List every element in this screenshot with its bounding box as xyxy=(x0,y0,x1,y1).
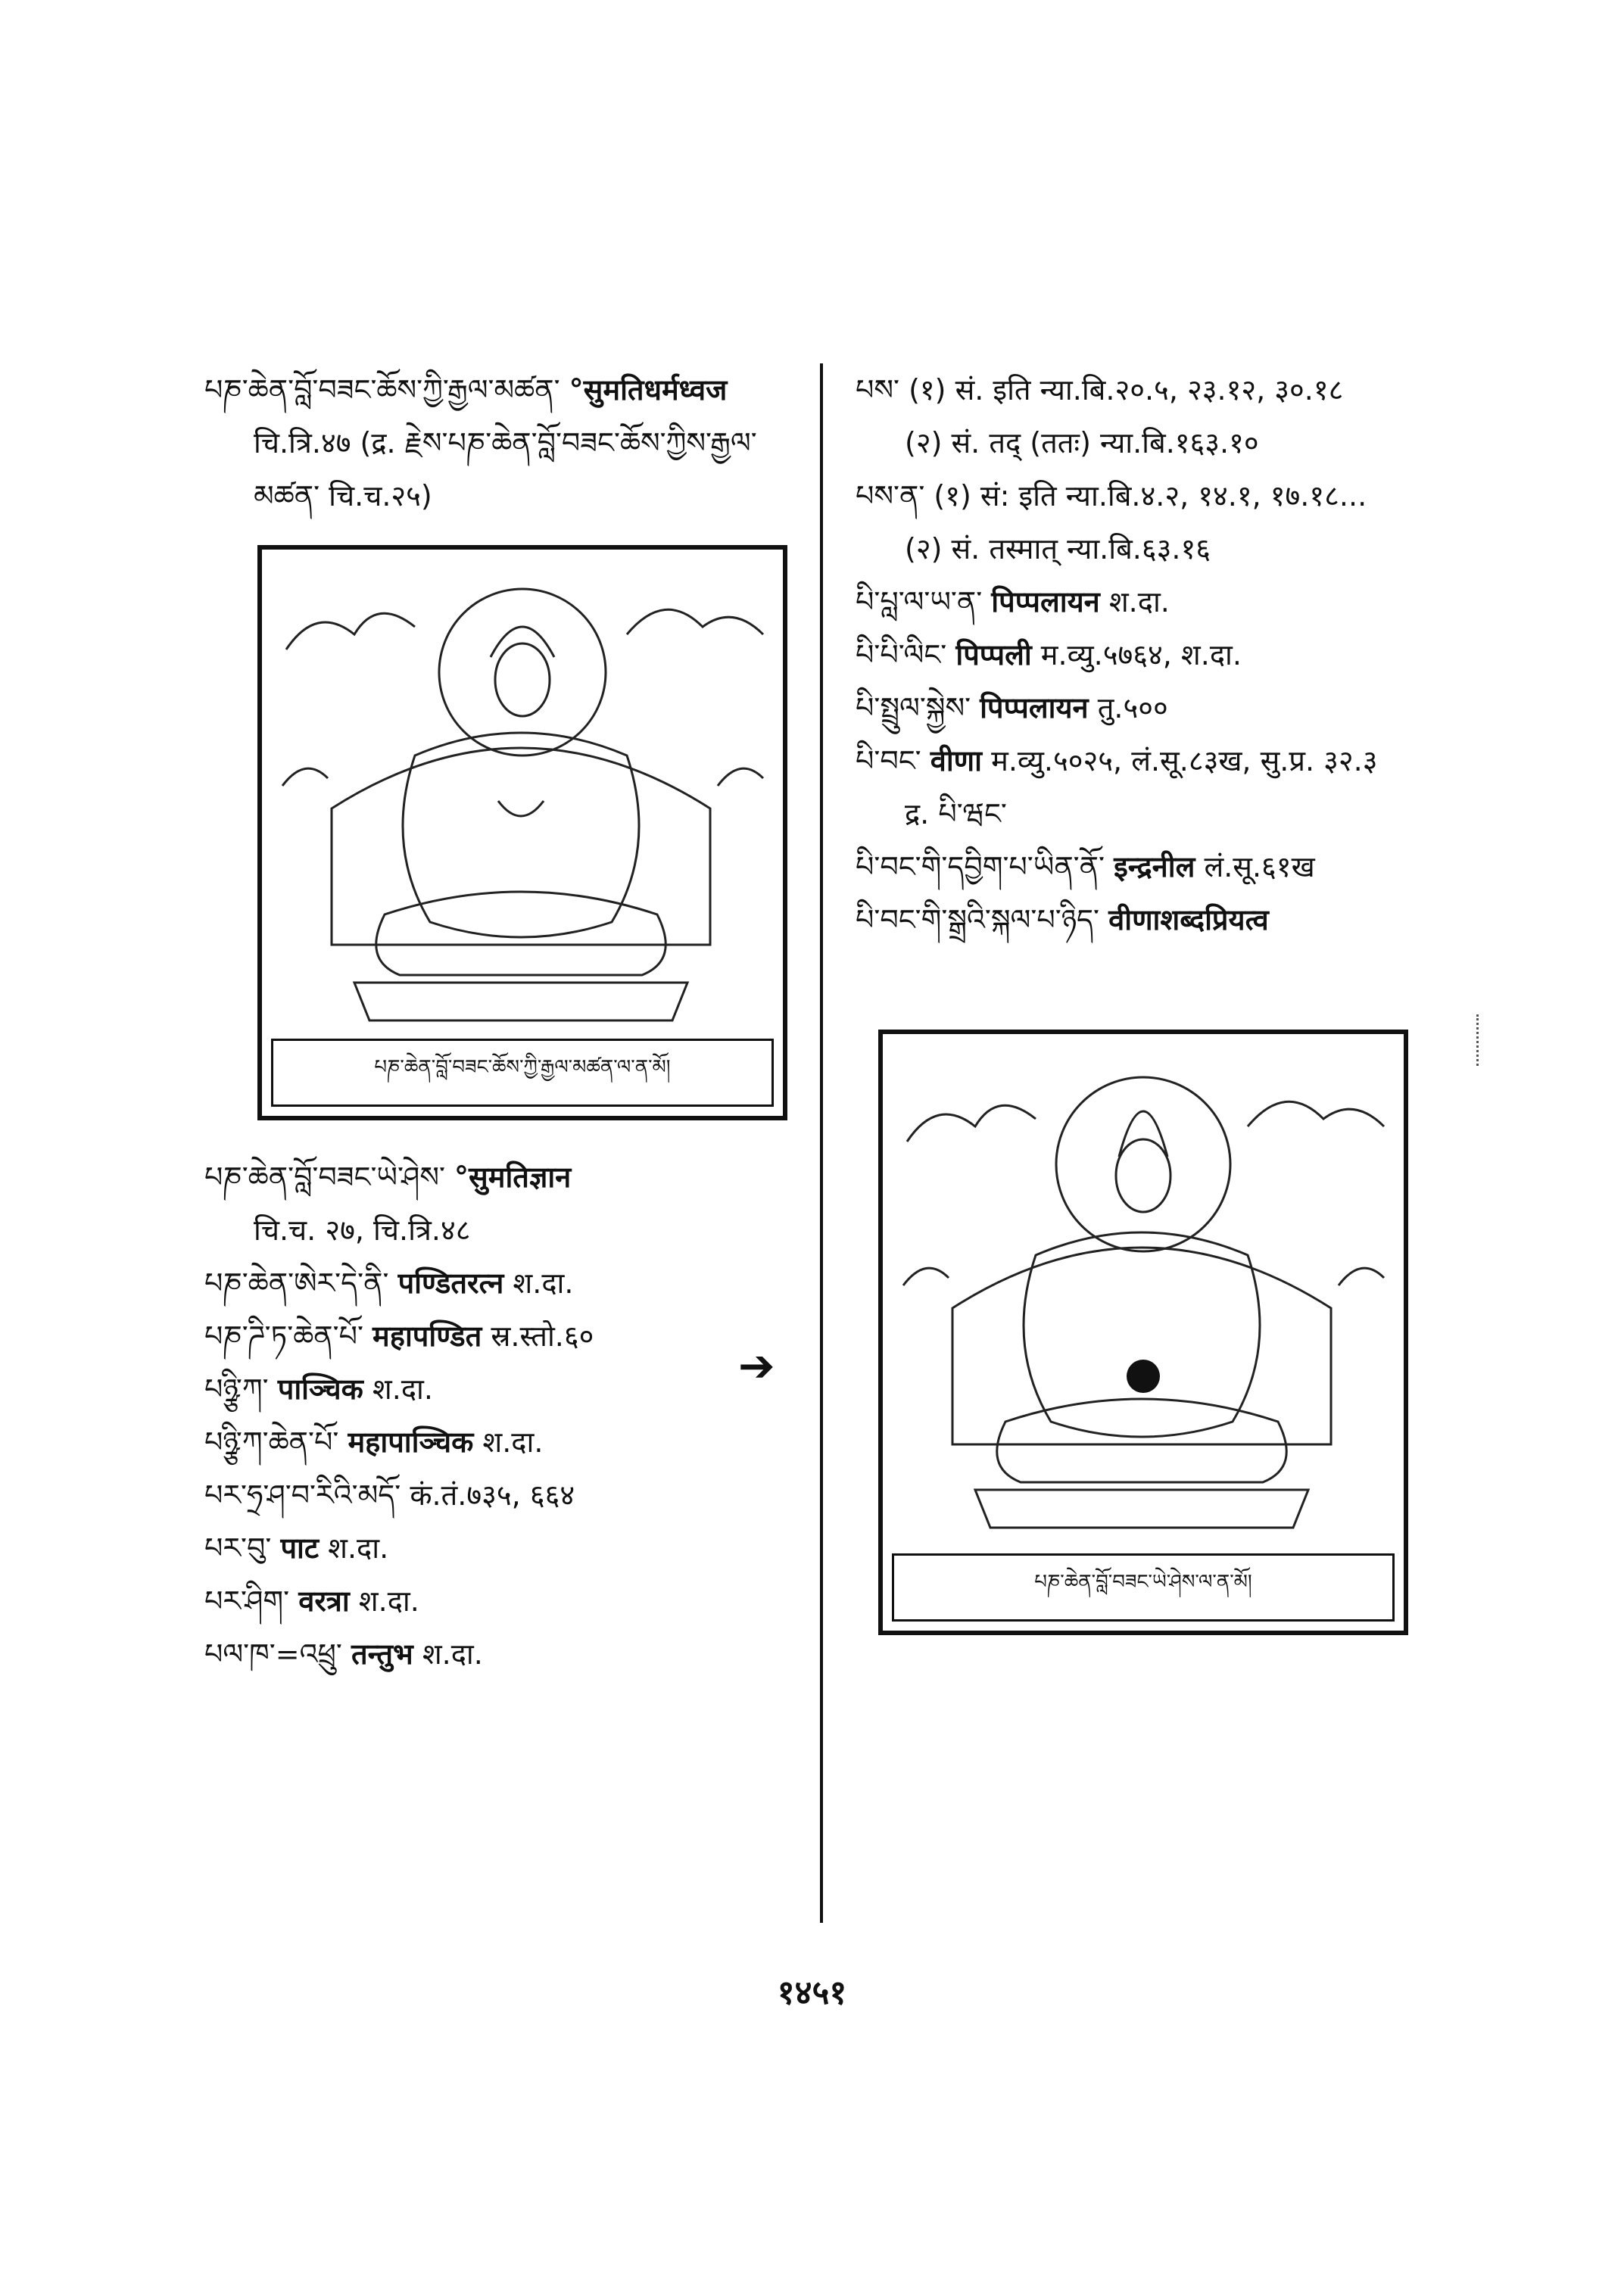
entry-sanskrit: पिप्पली xyxy=(955,638,1032,671)
dictionary-subentry xyxy=(856,416,1476,469)
dictionary-entry xyxy=(856,840,1476,893)
dictionary-entry xyxy=(204,363,810,522)
entry-reference: श.दा. xyxy=(328,1531,389,1565)
left-entries-top xyxy=(204,363,810,522)
entry-headword: པས་ན་ xyxy=(856,479,925,512)
entry-headword: པས་ xyxy=(856,373,899,407)
entry-headword: པར་ཧྲ་ཤ་བ་རིའི་མདོ་ xyxy=(204,1478,401,1512)
entry-headword: པཎ་ཆེན་བློ་བཟང་ཡེ་ཤེས་ xyxy=(204,1161,445,1194)
dictionary-entry xyxy=(204,1628,810,1681)
entry-reference: म.व्यु.५०२५, लं.सू.८३ख, सु.प्र. ३२.३ xyxy=(991,744,1378,777)
dictionary-entry xyxy=(856,363,1476,416)
entry-headword: པལ་ཁ་=འཕྲུ་ xyxy=(204,1637,342,1671)
entry-reference: श.दा. xyxy=(1108,585,1170,618)
margin-dotted-mark xyxy=(1476,1014,1483,1066)
entry-reference: श.दा. xyxy=(482,1425,544,1459)
entry-reference: तु.५०० xyxy=(1097,691,1168,724)
dictionary-entry xyxy=(204,1522,810,1575)
dictionary-entry xyxy=(856,628,1476,681)
entry-reference: श.दा. xyxy=(358,1584,419,1618)
page-number: १४५१ xyxy=(777,1974,847,2012)
entry-headword: པི་བང་གི་དབྱིག་པ་ཡིན་ནོ་ xyxy=(856,850,1105,883)
portrait-figure-1 xyxy=(257,545,787,1120)
entry-headword: པཎ་ཆེན་ཨེར་དེ་ནི་ xyxy=(204,1266,389,1300)
dictionary-entry xyxy=(204,1575,810,1628)
entry-headword: པཉྩི་ཀ་ཆེན་པོ་ xyxy=(204,1425,339,1459)
continuation-arrow-icon: ➔ xyxy=(738,1340,775,1391)
dictionary-subentry xyxy=(856,522,1476,575)
left-column xyxy=(204,363,810,1681)
entry-sanskrit: पिप्पलायन xyxy=(991,585,1100,618)
right-column xyxy=(856,363,1476,1635)
entry-sanskrit: पाञ्चिक xyxy=(277,1372,363,1406)
entry-sanskrit: पिप्पलायन xyxy=(980,691,1089,724)
dictionary-entry xyxy=(204,1469,810,1522)
right-entries xyxy=(856,363,1476,946)
entry-reference: कं.तं.७३५, ६६४ xyxy=(410,1478,575,1512)
entry-headword: པི་སྤྲུལ་སྐྱེས་ xyxy=(856,691,971,724)
dictionary-entry xyxy=(204,1416,810,1469)
entry-sanskrit: महापाञ्चिक xyxy=(348,1425,474,1459)
entry-headword: པི་བང་ xyxy=(856,744,921,777)
entry-headword: པི་བང་གི་སྒྲའི་སྐལ་པ་ཉིད་ xyxy=(856,903,1100,936)
entry-reference: (१) सं: इति न्या.बि.४.२, १४.१, १७.१८... xyxy=(934,479,1367,512)
entry-reference: (२) सं. तस्मात् न्या.बि.६३.१६ xyxy=(905,532,1211,565)
entry-sanskrit: वीणा xyxy=(930,744,982,777)
entry-reference: (१) सं. इति न्या.बि.२०.५, २३.१२, ३०.१८ xyxy=(909,373,1344,407)
entry-headword: པར་ཤིག་ xyxy=(204,1584,290,1618)
column-divider xyxy=(820,363,823,1923)
dictionary-entry xyxy=(856,469,1476,522)
entry-sanskrit: तन्तुभ xyxy=(351,1637,413,1671)
dictionary-entry xyxy=(204,1151,810,1257)
left-entries-bottom xyxy=(204,1151,810,1681)
entry-reference: श.दा. xyxy=(513,1266,574,1300)
seated-lama-illustration xyxy=(892,1043,1395,1550)
dictionary-entry xyxy=(856,893,1476,946)
entry-headword: པི་པི་ལིང་ xyxy=(856,638,947,671)
entry-reference: श.दा. xyxy=(372,1372,433,1406)
entry-sanskrit: पाट xyxy=(280,1531,320,1565)
entry-headword: པར་བུ་ xyxy=(204,1531,272,1565)
entry-headword: པཎ་ཆེན་བློ་བཟང་ཆོས་ཀྱི་རྒྱལ་མཚན་ xyxy=(204,373,560,407)
portrait-figure-2 xyxy=(878,1030,1408,1635)
dictionary-entry xyxy=(856,681,1476,734)
entry-reference: श.दा. xyxy=(422,1637,483,1671)
entry-reference: (२) सं. तद् (ततः) न्या.बि.१६३.१० xyxy=(905,426,1259,460)
figure-caption: པཎ་ཆེན་བློ་བཟང་ཡེ་ཤེས་ལ་ན་མོ། xyxy=(892,1553,1395,1622)
entry-sanskrit: वरत्रा xyxy=(298,1584,350,1618)
entry-reference: चि.त्रि.४७ (द्र. རྗེས་པཎ་ཆེན་བློ་བཟང་ཆོས་ཀྱིས་རྒྱལ་མཚན་ चि.च.२५) xyxy=(254,426,757,512)
dictionary-entry xyxy=(204,1257,810,1310)
dictionary-entry xyxy=(204,1310,810,1363)
entry-sanskrit: पण्डितरत्न xyxy=(397,1266,504,1300)
entry-reference: म.व्यु.५७६४, श.दा. xyxy=(1040,638,1242,671)
seated-lama-illustration xyxy=(271,559,774,1036)
entry-sanskrit: °सुमतिधर्मध्वज xyxy=(569,373,728,407)
entry-reference: लं.सू.६१ख xyxy=(1204,850,1315,883)
entry-sanskrit: वीणाशब्दप्रियत्व xyxy=(1108,903,1269,936)
entry-reference: चि.च. २७, चि.त्रि.४८ xyxy=(254,1213,471,1247)
entry-headword: པཎ་ཌི་ཏ་ཆེན་པོ་ xyxy=(204,1319,363,1353)
dictionary-entry xyxy=(204,1363,810,1416)
entry-sanskrit: महापण्डित xyxy=(372,1319,482,1353)
entry-sanskrit: °सुमतिज्ञान xyxy=(454,1161,572,1194)
entry-headword: པཉྩི་ཀ་ xyxy=(204,1372,269,1406)
dictionary-subentry xyxy=(856,787,1476,840)
figure-caption: པཎ་ཆེན་བློ་བཟང་ཆོས་ཀྱི་རྒྱལ་མཚན་ལ་ན་མོ། xyxy=(271,1039,774,1107)
dictionary-entry xyxy=(856,575,1476,628)
entry-sanskrit: इन्द्रनील xyxy=(1114,850,1195,883)
entry-reference: स्र.स्तो.६० xyxy=(491,1319,594,1353)
entry-headword: པི་པླ་ལ་ཡ་ན་ xyxy=(856,585,983,618)
entry-reference: द्र. པི་ཝང་ xyxy=(905,797,1007,830)
dictionary-entry xyxy=(856,734,1476,787)
